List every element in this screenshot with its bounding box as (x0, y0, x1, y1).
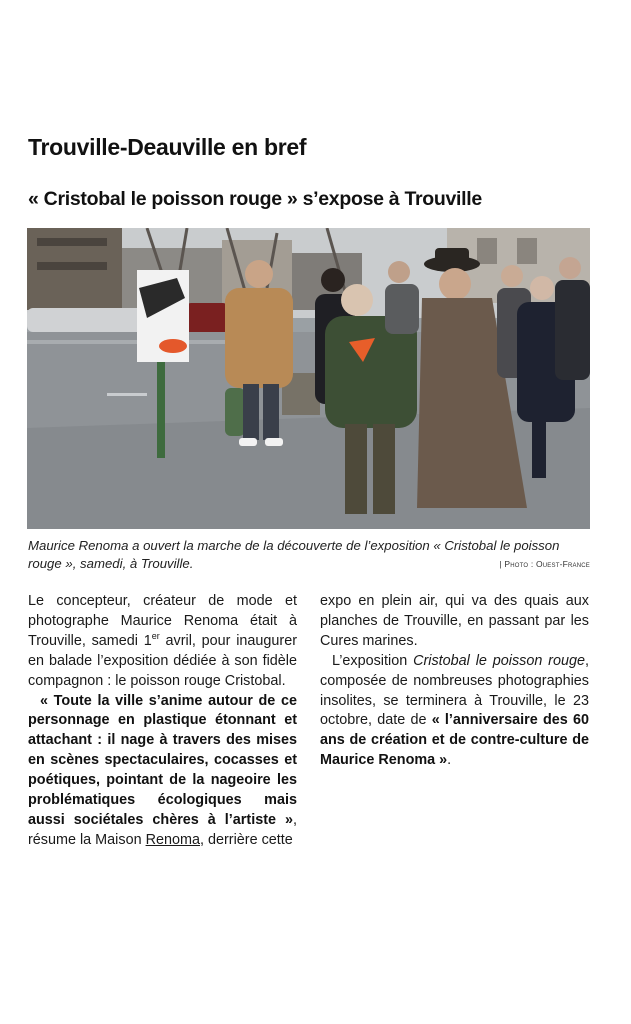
photo-caption: Maurice Renoma a ouvert la marche de la découverte de l’exposition « Cristobal le poisson rouge », samedi, à Trouville. (28, 538, 560, 571)
article-column-1 (28, 592, 297, 851)
photo-credit: | Photo : Ouest-France (499, 559, 590, 569)
article-photo (27, 228, 590, 529)
article-paragraph-3 (320, 652, 589, 771)
article-paragraph-2-continued (320, 592, 589, 652)
paragraph-text: Le concepteur, créateur de mode et photographe Maurice Renoma était à Trouville, samedi 1 (28, 593, 297, 649)
renoma-link[interactable]: Renoma (145, 831, 200, 848)
article-paragraph-1 (28, 592, 297, 692)
article-column-2 (320, 592, 589, 771)
paragraph-text: , résume la Maison (28, 811, 297, 848)
quote-bold: « l’anniversaire des 60 ans de création et de contre-culture de Maurice Renoma » (320, 712, 589, 769)
section-title: Trouville-Deauville en bref (28, 134, 307, 160)
paragraph-text: , composée de nombreuses photographies insolites, se terminera à Trouville, le 23 octobre, date de (320, 652, 589, 729)
article-paragraph-2 (28, 692, 297, 851)
paragraph-text: L’exposition (332, 652, 414, 669)
quote-bold: « Toute la ville s’anime autour de ce personnage en plastique étonnant et attachant : il nage à travers des mises en scènes spectaculaires, cocasses et poétiques, pointant de la nageoire les problématiques écologiques mais aussi sociétales chères à l’artiste » (28, 692, 297, 828)
paragraph-text: expo en plein air, qui va des quais aux planches de Trouville, en passant par les Cures marines. (320, 593, 589, 649)
superscript: er (151, 631, 160, 642)
paragraph-text: . (447, 752, 452, 769)
paragraph-text: avril, pour inaugurer en balade l’exposition dédiée à son fidèle compagnon : le poisson rouge Cristobal. (28, 632, 298, 689)
exhibition-title: Cristobal le poisson rouge (413, 652, 585, 669)
article-headline: « Cristobal le poisson rouge » s’expose à Trouville (28, 188, 482, 210)
paragraph-text: , derrière cette (199, 831, 293, 848)
